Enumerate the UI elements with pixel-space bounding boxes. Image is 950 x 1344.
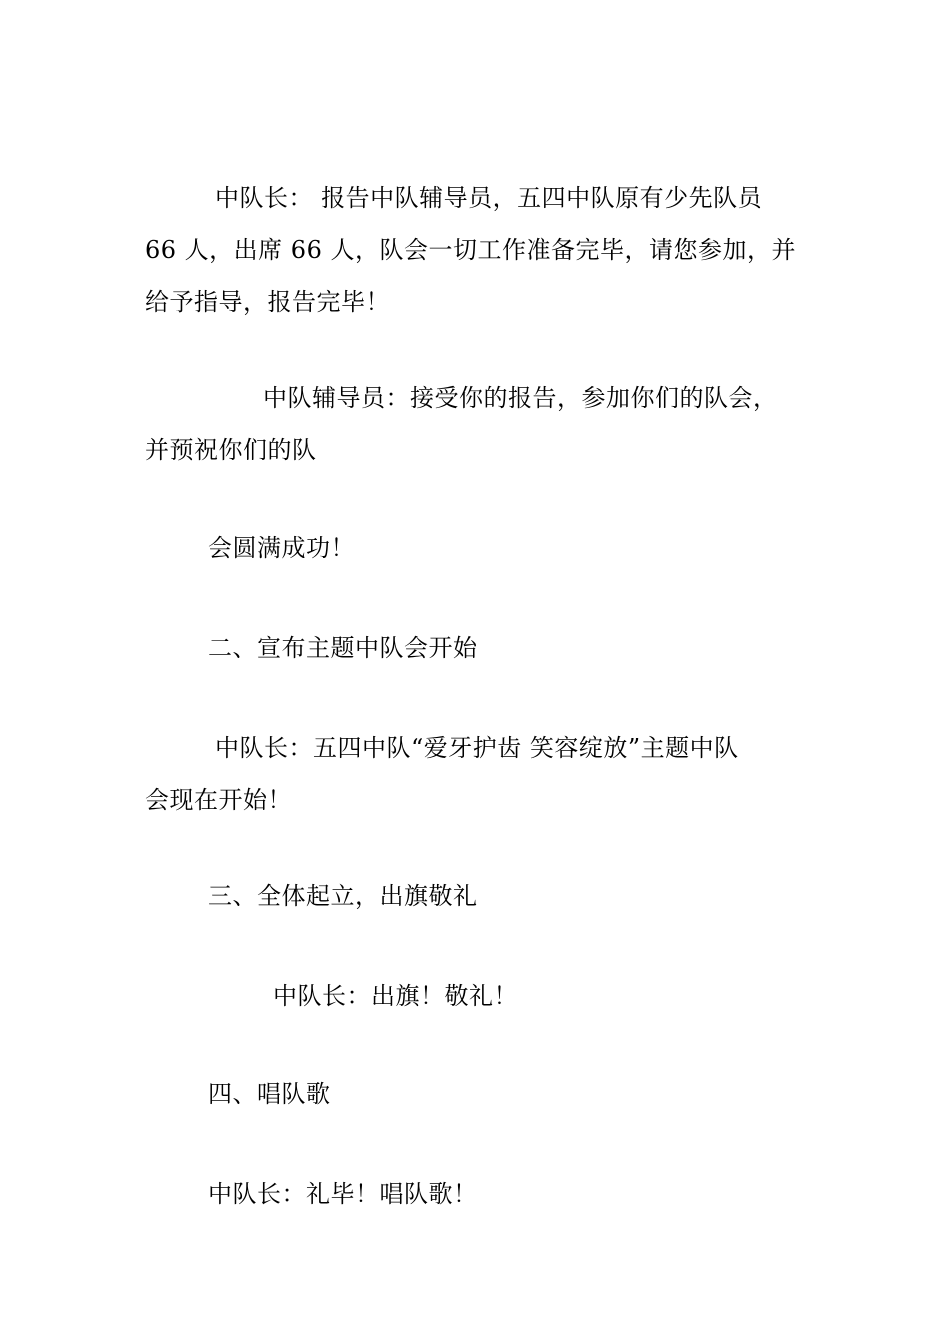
paragraph-counselor-reply xyxy=(145,372,810,476)
text-line: 给予指导，报告完毕！ xyxy=(145,288,390,316)
text-line: 并预祝你们的队 xyxy=(145,436,317,464)
text-line: 三、全体起立，出旗敬礼 xyxy=(208,882,478,910)
paragraph-theme-start xyxy=(145,722,810,826)
text-line: 中队长：五四中队“爱牙护齿 笑容绽放”主题中队 xyxy=(215,734,739,762)
text-line: 66 人，出席 66 人，队会一切工作准备完毕，请您参加，并 xyxy=(145,236,796,264)
paragraph-report xyxy=(145,172,810,328)
text-line: 会现在开始！ xyxy=(145,786,292,814)
text-line: 四、唱队歌 xyxy=(208,1080,331,1108)
text-line: 中队长：礼毕！唱队歌！ xyxy=(208,1180,478,1208)
text-line: 中队辅导员：接受你的报告，参加你们的队会， xyxy=(263,384,778,412)
section-heading-3 xyxy=(145,870,810,922)
paragraph-success xyxy=(145,522,810,574)
paragraph-song xyxy=(145,1168,810,1220)
text-line: 中队长：出旗！敬礼！ xyxy=(273,982,518,1010)
text-line: 二、宣布主题中队会开始 xyxy=(208,634,478,662)
text-line: 中队长： 报告中队辅导员，五四中队原有少先队员 xyxy=(215,184,763,212)
paragraph-flag xyxy=(145,970,810,1022)
section-heading-2 xyxy=(145,622,810,674)
text-line: 会圆满成功！ xyxy=(208,534,355,562)
section-heading-4 xyxy=(145,1068,810,1120)
